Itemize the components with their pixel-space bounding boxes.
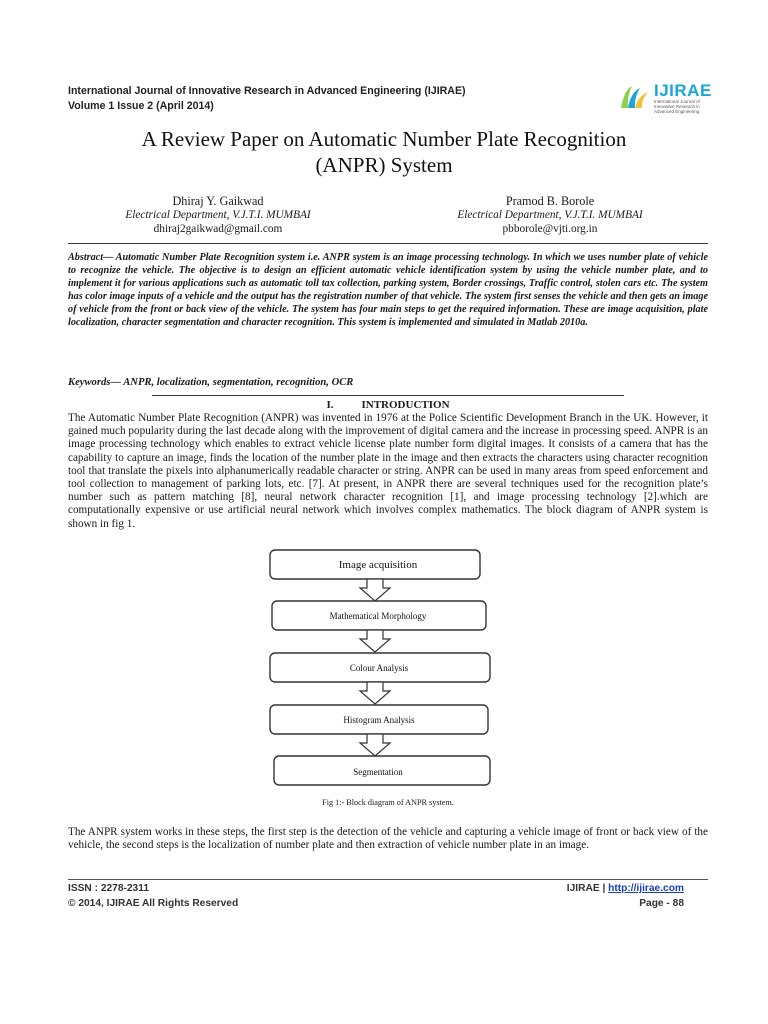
author-1-email[interactable]: dhiraj2gaikwad@gmail.com bbox=[153, 223, 283, 235]
footer-rule bbox=[68, 879, 708, 880]
arrow-3 bbox=[360, 682, 390, 704]
step-label-1: Image acquisition bbox=[338, 559, 418, 571]
closing-paragraph: The ANPR system works in these steps, the first step is the detection of the vehicle and capturing a vehicle image of front or back view of the vehicle, the second steps is the localization of number plate and then extraction of vehicle number plate in an image. bbox=[68, 826, 708, 852]
step-label-2: Mathematical Morphology bbox=[329, 611, 427, 621]
title-line-2: (ANPR) System bbox=[315, 153, 453, 177]
logo-subtitle: International Journal of Innovative Research in Advanced Engineering bbox=[654, 99, 700, 114]
author-1-dept: Electrical Department, V.J.T.I. MUMBAI bbox=[125, 209, 311, 221]
block-diagram bbox=[258, 546, 508, 796]
footer-site-link[interactable]: http://ijirae.com bbox=[608, 883, 684, 894]
author-2-dept: Electrical Department, V.J.T.I. MUMBAI bbox=[457, 209, 643, 221]
title-line-1: A Review Paper on Automatic Number Plate Recognition bbox=[141, 127, 627, 151]
arrow-2 bbox=[360, 630, 390, 652]
paper-title bbox=[60, 126, 708, 178]
figure-caption: Fig 1:- Block diagram of ANPR system. bbox=[322, 798, 454, 807]
arrow-1 bbox=[360, 579, 390, 601]
section-heading bbox=[68, 399, 708, 412]
ijirae-logo bbox=[618, 80, 712, 116]
footer-site-prefix: IJIRAE | bbox=[566, 883, 609, 894]
arrow-4 bbox=[360, 734, 390, 756]
section-title: INTRODUCTION bbox=[361, 399, 450, 411]
logo-text: IJIRAE bbox=[654, 81, 712, 100]
author-1 bbox=[68, 194, 368, 236]
journal-volume: Volume 1 Issue 2 (April 2014) bbox=[68, 100, 214, 112]
keywords-rule bbox=[152, 395, 624, 396]
footer-copyright: © 2014, IJIRAE All Rights Reserved bbox=[68, 898, 239, 909]
author-1-name: Dhiraj Y. Gaikwad bbox=[172, 194, 264, 208]
keywords: Keywords— ANPR, localization, segmentation, recognition, OCR bbox=[68, 377, 354, 388]
intro-paragraph: The Automatic Number Plate Recognition (ANPR) was invented in 1976 at the Police Scientific Development Branch in the UK. However, it gained much popularity during the last decade along with the improvement of digital camera and the increase in processing speed. ANPR is an image processing technology which enables to extract vehicle license plate number form digital images. It consists of a camera that has the capability to capture an image, finds the location of the number plate in the image and then extracts the characters using character recognition tool that translate the pixels into alphanumerically readable character or string. ANPR can be used in many areas from speed enforcement and tool collection to management of parking lots, etc. [7]. At present, in ANPR there are several techniques used for the recognition plate’s number such as pattern matching [8], neural network character recognition [1], and image processing technology [2].which are computationally expensive or use artificial neural network which involves complex mathematics. The block diagram of ANPR system is shown in fig 1. bbox=[68, 412, 708, 530]
footer-issn: ISSN : 2278-2311 bbox=[68, 883, 149, 894]
step-label-4: Histogram Analysis bbox=[343, 715, 415, 725]
footer-page-number: Page - 88 bbox=[639, 898, 684, 909]
abstract: Abstract— Automatic Number Plate Recognition system i.e. ANPR system is an image processing technology. In which we uses number plate of vehicle to recognize the vehicle. The objective is to design an efficient automatic vehicle identification system by using the vehicle number plate, and to implement it for various applications such as automatic toll tax collection, parking system, Border crossings, Traffic control, stolen cars etc. The system has color image inputs of a vehicle and the output has the registration number of that vehicle. The system first senses the vehicle and then gets an image of vehicle from the front or back view of the vehicle. The system has four main steps to get the required information. These are image acquisition, plate localization, character segmentation and character recognition. This system is implemented and simulated in Matlab 2010a. bbox=[68, 252, 708, 329]
journal-header bbox=[68, 84, 628, 114]
author-2-name: Pramod B. Borole bbox=[505, 194, 595, 208]
logo-swoosh-icon bbox=[618, 80, 652, 114]
author-2 bbox=[400, 194, 700, 236]
author-2-email[interactable]: pbborole@vjti.org.in bbox=[502, 223, 598, 235]
journal-name: International Journal of Innovative Research in Advanced Engineering (IJIRAE) bbox=[68, 85, 466, 97]
step-label-3: Colour Analysis bbox=[349, 663, 409, 673]
step-label-5: Segmentation bbox=[353, 767, 403, 777]
footer-site bbox=[567, 882, 684, 896]
section-number: I. bbox=[326, 399, 334, 411]
abstract-top-rule bbox=[68, 243, 708, 244]
